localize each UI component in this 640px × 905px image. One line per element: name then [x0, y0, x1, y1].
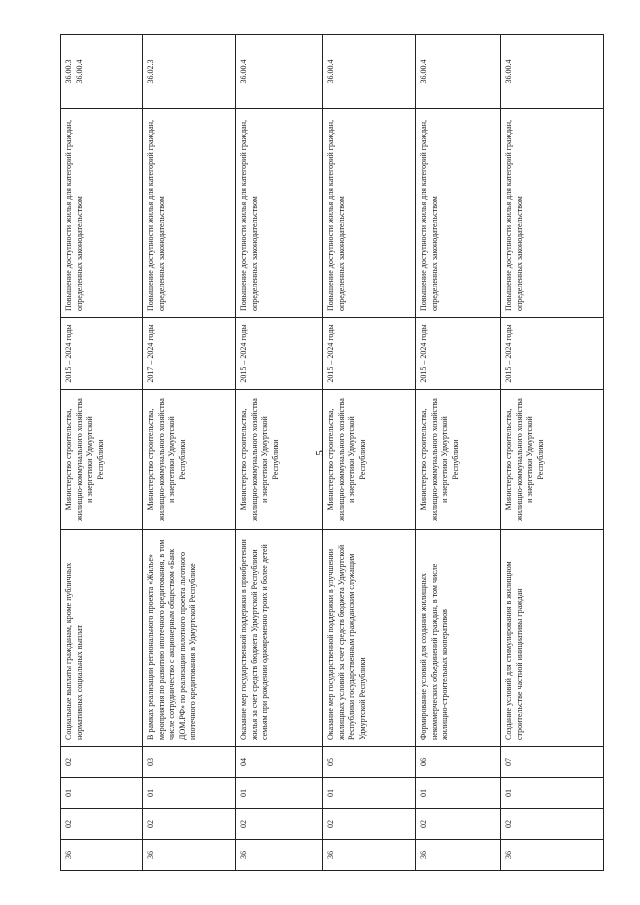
code-cell: 06: [416, 747, 501, 778]
measure-cell: В рамках реализации регионального проекта «Жилье» мероприятия по развитию ипотечного кредитования, в том числе сотрудничество с акционерным обществом «Банк ДОМ.РФ» по реализации пилотного проекта льготного ипотечного кредитования в Удмуртской Республике: [143, 530, 236, 747]
code-cell: 36: [143, 840, 236, 871]
measure-cell: Формирование условий для создания жилищных некоммерческих объединений граждан, в том числе жилищно-строительных кооперативов: [416, 530, 501, 747]
period-cell: 2015 – 2024 годы: [61, 318, 143, 390]
code-cell: 04: [236, 747, 323, 778]
executor-cell: Министерство строительства, жилищно-коммунального хозяйства и энергетики Удмуртской Республики: [61, 390, 143, 530]
executor-cell: Министерство строительства, жилищно-коммунального хозяйства и энергетики Удмуртской Республики: [501, 390, 604, 530]
code-cell: 36: [501, 840, 604, 871]
table-row: [143, 35, 236, 871]
code-cell: 01: [501, 778, 604, 809]
code-cell: 36: [236, 840, 323, 871]
code-cell: 02: [143, 809, 236, 840]
result-cell: Повышение доступности жилья для категорий граждан, определенных законодательством: [501, 109, 604, 318]
measure-cell: Оказание мер государственной поддержки в приобретении жилья за счет средств бюджета Удмуртской Республики семьям при рождении одновременно троих и более детей: [236, 530, 323, 747]
code-cell: 02: [501, 809, 604, 840]
code-cell: 02: [236, 809, 323, 840]
executor-cell: Министерство строительства, жилищно-коммунального хозяйства и энергетики Удмуртской Республики: [416, 390, 501, 530]
indicator-cell: 36.02.3: [143, 35, 236, 109]
code-cell: 02: [61, 747, 143, 778]
indicator-cell: 36.00.4: [323, 35, 416, 109]
code-cell: 02: [61, 809, 143, 840]
executor-cell: Министерство строительства, жилищно-коммунального хозяйства и энергетики Удмуртской Республики: [143, 390, 236, 530]
code-cell: 36: [416, 840, 501, 871]
result-cell: Повышение доступности жилья для категорий граждан, определенных законодательством: [236, 109, 323, 318]
code-cell: 02: [416, 809, 501, 840]
period-cell: 2015 – 2024 годы: [323, 318, 416, 390]
measures-table: [60, 34, 604, 871]
table-row: [323, 35, 416, 871]
period-cell: 2015 – 2024 годы: [501, 318, 604, 390]
table-row: [236, 35, 323, 871]
indicator-cell: 36.00.3 36.00.4: [61, 35, 143, 109]
period-cell: 2015 – 2024 годы: [236, 318, 323, 390]
result-cell: Повышение доступности жилья для категорий граждан, определенных законодательством: [61, 109, 143, 318]
indicator-cell: 36.00.4: [416, 35, 501, 109]
code-cell: 01: [61, 778, 143, 809]
measure-cell: Оказание мер государственной поддержки в улучшении жилищных условий за счет средств бюджета Удмуртской Республики государственным гражданским служащим Удмуртской Республики: [323, 530, 416, 747]
table-row: [501, 35, 604, 871]
table-row: [61, 35, 143, 871]
result-cell: Повышение доступности жилья для категорий граждан, определенных законодательством: [143, 109, 236, 318]
measure-cell: Социальные выплаты гражданам, кроме публичных нормативных социальных выплат: [61, 530, 143, 747]
indicator-cell: 36.00.4: [501, 35, 604, 109]
code-cell: 01: [143, 778, 236, 809]
executor-cell: Министерство строительства, жилищно-коммунального хозяйства и энергетики Удмуртской Республики: [236, 390, 323, 530]
code-cell: 01: [323, 778, 416, 809]
code-cell: 05: [323, 747, 416, 778]
code-cell: 36: [323, 840, 416, 871]
code-cell: 07: [501, 747, 604, 778]
result-cell: Повышение доступности жилья для категорий граждан, определенных законодательством: [323, 109, 416, 318]
code-cell: 36: [61, 840, 143, 871]
code-cell: 01: [236, 778, 323, 809]
code-cell: 03: [143, 747, 236, 778]
measure-cell: Создание условий для стимулирования в жилищном строительстве частной инициативы граждан: [501, 530, 604, 747]
page-number: 5: [314, 450, 326, 456]
rotated-table-sheet: [60, 35, 603, 871]
code-cell: 01: [416, 778, 501, 809]
period-cell: 2015 – 2024 годы: [416, 318, 501, 390]
code-cell: 02: [323, 809, 416, 840]
indicator-cell: 36.00.4: [236, 35, 323, 109]
executor-cell: Министерство строительства, жилищно-коммунального хозяйства и энергетики Удмуртской Республики: [323, 390, 416, 530]
table-row: [416, 35, 501, 871]
period-cell: 2017 – 2024 годы: [143, 318, 236, 390]
result-cell: Повышение доступности жилья для категорий граждан, определенных законодательством: [416, 109, 501, 318]
